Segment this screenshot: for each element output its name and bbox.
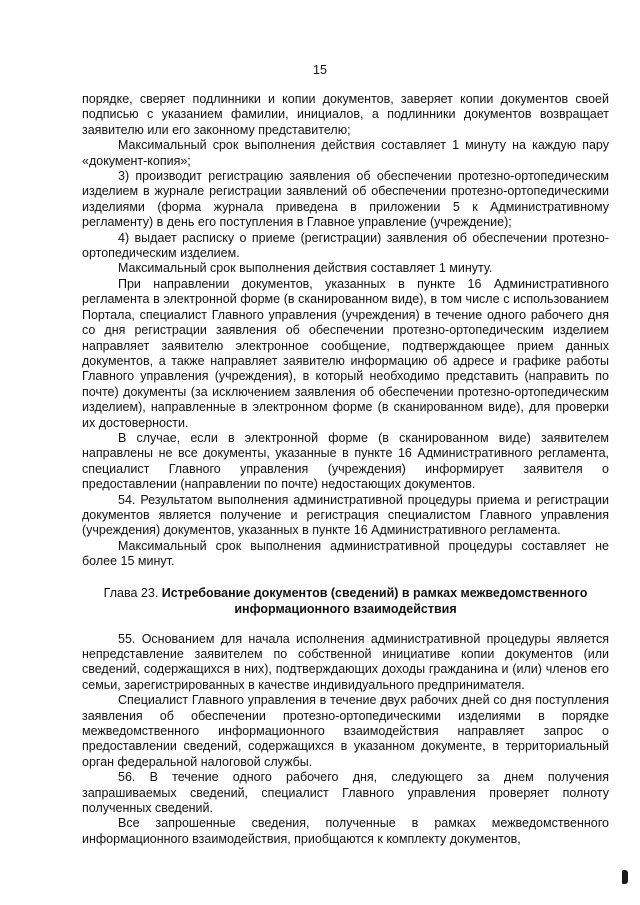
paragraph: 4) выдает расписку о приеме (регистрации) заявления об обеспечении протезно-ортопедическим изделием. (82, 230, 609, 261)
paragraph: Максимальный срок выполнения действия составляет 1 минуту на каждую пару «документ-копия»; (82, 138, 609, 168)
chapter-heading (82, 585, 609, 617)
chapter-title: Истребование документов (сведений) в рамках межведомственного информационного взаимодействия (161, 585, 588, 616)
paragraph: При направлении документов, указанных в пункте 16 Административного регламента в электронной форме (в сканированном виде), в том числе с использованием Портала, специалист Главного управления (учреждения) в течение одного рабочего дня со дня регистрации заявления об обеспечении протезно-ортопедическим изделием направляет заявителю электронное сообщение, подтверждающее прием данных документов, а также направляет заявителю информацию об адресе и графике работы Главного управления (учреждения), в который необходимо представить (направить по почте) документы (за исключением заявления об обеспечении протезно-ортопедическим изделием), направленные в электронном форме (в сканированном виде), для проверки их достоверности. (82, 276, 609, 430)
paragraph: 54. Результатом выполнения административной процедуры приема и регистрации документов является получение и регистрация специалистом Главного управления (учреждения) документов, указанных в пункте 16 Административного регламента. (82, 492, 609, 538)
paragraph: В случае, если в электронной форме (в сканированном виде) заявителем направлены не все документы, указанные в пункте 16 Административного регламента, специалист Главного управления (учреждения) информирует заявителя о предоставлении (направлении по почте) недостающих документов. (82, 430, 609, 492)
paragraph: Специалист Главного управления в течение двух рабочих дней со дня поступления заявления об обеспечении протезно-ортопедическими изделиями в порядке межведомственного информационного взаимодействия направляет запрос о предоставлении сведений, содержащихся в указанном документе, в территориальный орган федеральной налоговой службы. (82, 693, 609, 769)
scan-artifact (622, 870, 628, 884)
paragraph: Все запрошенные сведения, полученные в рамках межведомственного информационного взаимодействия, приобщаются к комплекту документов, (82, 816, 609, 846)
chapter-number: Глава 23. (103, 585, 159, 600)
paragraph: порядке, сверяет подлинники и копии документов, заверяет копии документов своей подписью с указанием фамилии, инициалов, а подлинники документов возвращает заявителю или его законному представителю; (82, 92, 609, 137)
page-number: 15 (313, 63, 327, 77)
paragraph: Максимальный срок выполнения действия составляет 1 минуту. (118, 261, 493, 276)
paragraph: 56. В течение одного рабочего дня, следующего за днем получения запрашиваемых сведений, специалист Главного управления проверяет полноту полученных сведений. (82, 770, 609, 816)
paragraph: 55. Основанием для начала исполнения административной процедуры является непредставление заявителем по собственной инициативе копии документов (или сведений, содержащихся в них), подтверждающих доходы гражданина и (или) членов его семьи, зарегистрированных в качестве индивидуального предпринимателя. (82, 631, 609, 692)
paragraph: 3) производит регистрацию заявления об обеспечении протезно-ортопедическим изделием в журнале регистрации заявлений об обеспечении протезно-ортопедическими изделиями (форма журнала приведена в приложении 5 к Административному регламенту) в день его поступления в Главное управление (учреждение); (82, 169, 609, 230)
paragraph: Максимальный срок выполнения административной процедуры составляет не более 15 минут. (82, 538, 609, 569)
document-body (82, 92, 609, 847)
